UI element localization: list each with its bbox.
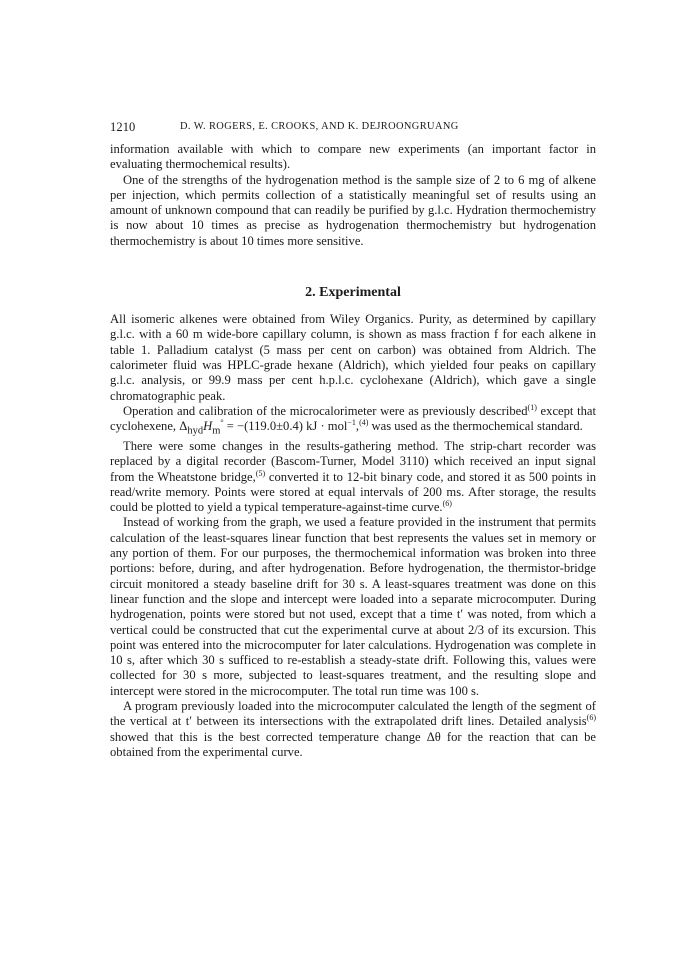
- intro-paragraph-continued: information available with which to compare new experiments (an important factor in evaluating thermochemical results).: [110, 142, 596, 172]
- paragraph-calibration: [110, 404, 596, 439]
- running-head: [110, 118, 596, 136]
- calibration-text-e: was used as the thermochemical standard.: [368, 419, 583, 434]
- recording-text-a: There were some changes in the results-gathering method. The strip-chart recorder was replaced by a digital recorder (Bascom-Turner, Model 3110) which received an input signal from the Wheatstone bridge,: [110, 438, 596, 484]
- recording-text-b: converted it to 12-bit binary code, and stored it as 500 points in read/write memory. Points were stored at equal intervals of 200 ms. After storage, the results could be plotted to yield a typical temperature-against-time curve.: [110, 469, 596, 515]
- page-number: 1210: [110, 120, 136, 134]
- calibration-text-c: = −(119.0±0.4) kJ · mol: [223, 419, 348, 434]
- citation-ref-1: (1): [527, 402, 537, 412]
- intro-paragraph-sample-size: One of the strengths of the hydrogenation method is the sample size of 2 to 6 mg of alkene per injection, which permits collection of a statistically meaningful set of results using an amount of unknown compound that can readily be purified by g.l.c. Hydration thermochemistry is now about 10 times as precise as hydrogenation thermochemistry but hydrogenation thermochemistry is about 10 times more sensitive.: [110, 172, 596, 248]
- paragraph-program: [110, 699, 596, 760]
- enthalpy-symbol: H: [203, 419, 213, 434]
- citation-ref-5: (5): [255, 468, 266, 478]
- program-text-b: showed that this is the best corrected temperature change Δθ for the reaction that can be obtained from the experimental curve.: [110, 729, 596, 759]
- superscript-standard: °: [220, 417, 224, 427]
- journal-page: [110, 118, 596, 760]
- paragraph-least-squares: Instead of working from the graph, we used a feature provided in the instrument that permits calculation of the least-squares linear function that best represents the values set in memory or any portion of them. For our purposes, the thermochemical information was broken into three portions: before, during, and after hydrogenation. Before hydrogenation, the thermistor-bridge circuit monitored a steady baseline drift for 30 s. A least-squares treatment was done on this linear function and the slope and intercept were loaded into a separate microcomputer. During hydrogenation, points were stored but not used, except that a time t′ was noted, from which a vertical could be constructed that cut the experimental curve at about 2/3 of its excursion. This point was entered into the microcomputer for later calculations. Hydrogenation was complete in 10 s, after which 30 s sufficed to re-establish a steady-state drift. Following this, values were collected for 30 s more, subjected to least-squares treatment, and the resulting slope and intercept were stored in the microcomputer. The total run time was 100 s.: [110, 515, 596, 698]
- paragraph-recording-method: [110, 439, 596, 515]
- citation-ref-6b: (6): [586, 713, 596, 723]
- citation-ref-4: (4): [359, 417, 369, 427]
- section-heading-experimental: 2. Experimental: [305, 285, 401, 301]
- subscript-hyd: hyd: [187, 425, 204, 437]
- paragraph-materials: All isomeric alkenes were obtained from Wiley Organics. Purity, as determined by capillary g.l.c. with a 60 m wide-bore capillary column, is shown as mass fraction f for each alkene in table 1. Palladium catalyst (5 mass per cent on carbon) was obtained from Aldrich. The calorimeter fluid was HPLC-grade hexane (Aldrich), which yielded four peaks on capillary g.l.c. analysis, or 99.9 mass per cent h.p.l.c. cyclohexane (Aldrich), which gave a single chromatographic peak.: [110, 312, 596, 403]
- subscript-m: m: [212, 425, 221, 437]
- superscript-minus-one: −1: [347, 417, 356, 427]
- program-text-a: A program previously loaded into the microcomputer calculated the length of the segment of the vertical at t′ between its intersections with the extrapolated drift lines. Detailed analysis: [110, 699, 596, 729]
- calibration-text-a: Operation and calibration of the microcalorimeter were as previously described: [123, 403, 528, 418]
- author-line: D. W. ROGERS, E. CROOKS, AND K. DEJROONGRUANG: [180, 121, 459, 132]
- citation-ref-6: (6): [442, 498, 452, 508]
- calibration-text-d: ,: [355, 419, 360, 434]
- article-body: [110, 142, 596, 760]
- calibration-text-b: except that cyclohexene, Δ: [110, 403, 596, 434]
